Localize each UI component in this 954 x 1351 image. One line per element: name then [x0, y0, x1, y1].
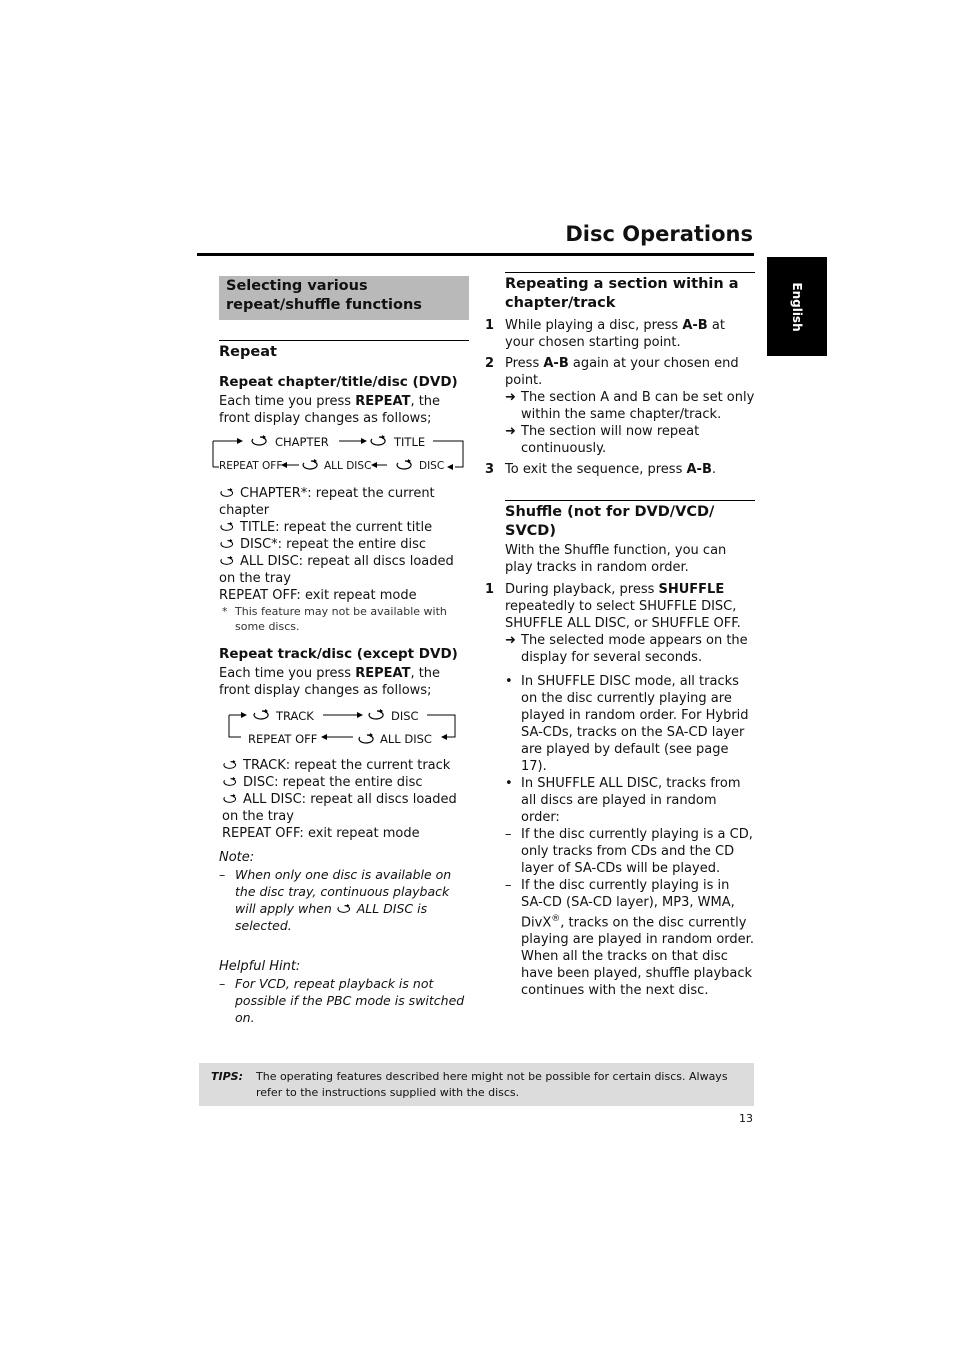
repeat-dvd-list [219, 485, 469, 634]
ab-result-2: ➜ The section will now repeat continuously. [505, 424, 700, 456]
title-rule [197, 253, 754, 256]
list-item: ALL DISC: repeat all discs loaded on the tray [222, 792, 457, 824]
page-title: Disc Operations [565, 222, 753, 246]
repeat-heading: Repeat [219, 340, 469, 362]
ab-step-3: 3 To exit the sequence, press A-B. [485, 462, 717, 477]
repeat-icon [222, 760, 239, 770]
repeat-key: REPEAT [355, 394, 411, 409]
ab-step-1: 1 While playing a disc, press A-B at your chosen starting point. [485, 318, 725, 350]
shuffle-bullet-1: • In SHUFFLE DISC mode, all tracks on the disc currently playing are played in random order. For Hybrid SA-CDs, tracks on the SA-CD layer are played by default (see page 17). [505, 674, 749, 774]
list-item: DISC: repeat the entire disc [222, 774, 469, 791]
repeat-track-subheading: Repeat track/disc (except DVD) [219, 646, 458, 662]
repeat-dvd-diagram [219, 435, 469, 477]
repeat-icon [336, 904, 353, 914]
repeat-track-diagram [219, 707, 469, 749]
diag-all-disc: ALL DISC [380, 732, 432, 746]
arrow-icon: ➜ [505, 390, 516, 405]
hint-label: Helpful Hint: [219, 959, 301, 974]
shuffle-intro: With the Shuffle function, you can play tracks in random order. [505, 543, 727, 575]
diag-title: TITLE [394, 435, 426, 449]
repeat-icon [219, 556, 236, 566]
repeat-icon [222, 777, 239, 787]
repeat-icon [369, 435, 389, 447]
diag-disc: DISC [419, 460, 445, 472]
repeat-icon [252, 709, 272, 721]
repeat-track-list [219, 757, 469, 842]
repeat-dvd-subheading: Repeat chapter/title/disc (DVD) [219, 374, 458, 390]
repeat-icon [219, 522, 236, 532]
repeat-dvd-intro [219, 393, 469, 427]
hint-text: – For VCD, repeat playback is not possible if the PBC mode is switched on. [219, 976, 465, 1025]
language-tab [767, 257, 827, 356]
diag-repeat-off: REPEAT OFF [219, 460, 283, 472]
list-item: TITLE: repeat the current title [219, 519, 469, 536]
tips-box [199, 1063, 754, 1106]
repeat-icon [395, 459, 415, 471]
note-label: Note: [219, 850, 255, 865]
ab-result-1: ➜ The section A and B can be set only within the same chapter/track. [505, 390, 755, 422]
arrow-icon: ➜ [505, 424, 516, 439]
shuffle-result: ➜ The selected mode appears on the display for several seconds. [505, 633, 748, 665]
shuffle-bullet-2: • In SHUFFLE ALL DISC, tracks from all discs are played in random order: [505, 776, 741, 825]
left-column [219, 276, 469, 1026]
diag-all-disc: ALL DISC [324, 460, 372, 472]
list-item: ALL DISC: repeat all discs loaded on the tray [219, 554, 454, 586]
repeat-key: REPEAT [355, 666, 411, 681]
list-item: REPEAT OFF: exit repeat mode [219, 588, 417, 603]
repeat-icon [219, 539, 236, 549]
intro-text: Each time you press [219, 666, 356, 681]
diag-track: TRACK [276, 709, 314, 723]
shuffle-step-1: 1 During playback, press SHUFFLE repeatedly to select SHUFFLE DISC, SHUFFLE ALL DISC, or SHUFFLE OFF. ➜ The selected mode appears on the display for several seconds. [485, 581, 755, 666]
diag-repeat-off: REPEAT OFF [248, 732, 318, 746]
list-item: TRACK: repeat the current track [222, 757, 469, 774]
repeat-icon [250, 435, 270, 447]
list-item: CHAPTER*: repeat the current chapter [219, 486, 435, 518]
shuffle-dash-1: – If the disc currently playing is a CD, only tracks from CDs and the CD layer of SA-CDs will be played. [505, 827, 753, 876]
right-column [485, 272, 755, 999]
diag-disc: DISC [391, 709, 419, 723]
footnote: * This feature may not be available with some discs. [222, 605, 447, 633]
tips-label: TIPS: [211, 1070, 243, 1083]
repeat-icon [219, 488, 236, 498]
ab-heading: Repeating a section within a chapter/track [505, 272, 755, 313]
page-number: 13 [739, 1112, 753, 1125]
note-text: – When only one disc is available on the disc tray, continuous playback will apply when ALL DISC is selected. [219, 867, 452, 933]
intro-text: Each time you press [219, 394, 356, 409]
shuffle-heading: Shuffle (not for DVD/VCD/ SVCD) [505, 500, 755, 541]
repeat-icon [301, 459, 321, 471]
box-heading: Selecting various repeat/shuffle functions [219, 276, 469, 320]
repeat-icon [367, 709, 387, 721]
language-tab-label: English [790, 281, 804, 332]
ab-step-2: 2 Press A-B again at your chosen end point. ➜ The section A and B can be set only within the same chapter/track. ➜ The section will now repeat continuously. [485, 356, 755, 456]
list-item: REPEAT OFF: exit repeat mode [222, 826, 420, 841]
intro-text-end: , the front display changes as follows; [219, 666, 441, 698]
shuffle-dash-2: – If the disc currently playing is in SA-CD (SA-CD layer), MP3, WMA, DivX®, tracks on the disc currently playing are played in random order. When all the tracks on that disc have been played, shuffle playback continues with the next disc. [505, 878, 754, 999]
arrow-icon: ➜ [505, 633, 516, 648]
repeat-icon [357, 733, 377, 745]
repeat-icon [222, 794, 239, 804]
diag-chapter: CHAPTER [275, 435, 329, 449]
intro-text-end: , the front display changes as follows; [219, 394, 441, 426]
repeat-track-intro [219, 665, 469, 699]
list-item: DISC*: repeat the entire disc [219, 536, 469, 553]
tips-text: The operating features described here might not be possible for certain discs. Always refer to the instructions supplied with the discs. [256, 1070, 728, 1099]
